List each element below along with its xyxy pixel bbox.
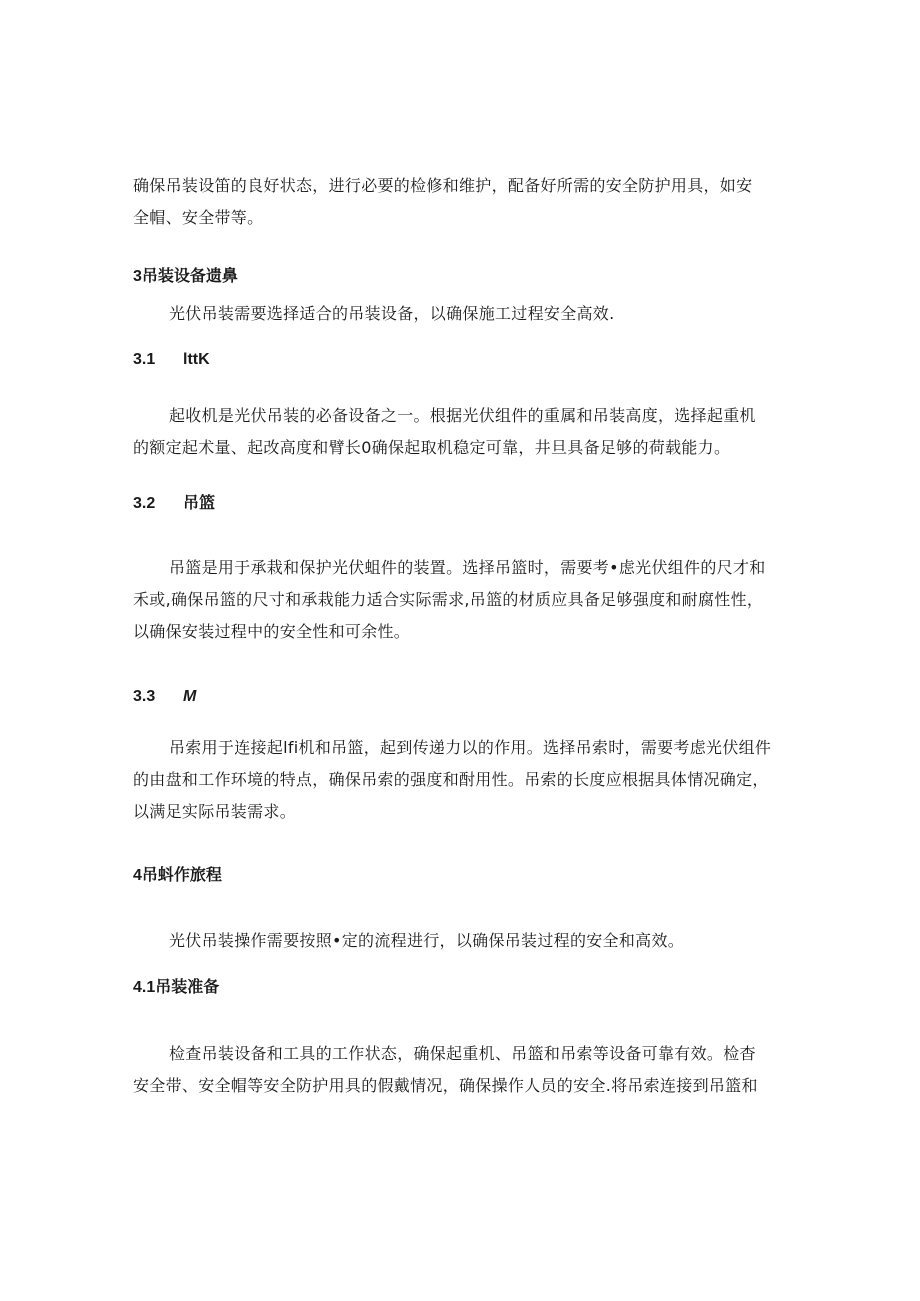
- paragraph-line: 光伏吊装需要选择适合的吊装设备，以确保施工过程安全高效.: [169, 304, 615, 323]
- paragraph-line: 全帽、安全带等。: [133, 208, 264, 227]
- paragraph-operation-flow: [133, 925, 793, 957]
- heading-title: lttK: [183, 351, 210, 368]
- paragraph-line: 吊篮是用于承栽和保护光伏蛆件的装置。选择吊篮时，需要考•虑光伏组件的尺才和: [169, 558, 766, 577]
- heading-title: 吊篮: [183, 495, 216, 512]
- paragraph-equipment-intro: [133, 298, 793, 330]
- section-heading-4: [133, 864, 793, 888]
- paragraph-line: 的额定起术量、起改高度和臂长0确保起取机稳定可靠，井旦具备足够的荷载能力。: [133, 438, 731, 457]
- section-heading-3-2: [133, 492, 793, 516]
- paragraph-basket: [133, 552, 793, 648]
- paragraph-line: 以满足实际吊装需求。: [133, 802, 297, 821]
- paragraph-sling: [133, 732, 793, 828]
- paragraph-line: 确保吊装设笛的良好状态，进行必要的检修和维护，配备好所需的安全防护用具，如安: [133, 176, 753, 195]
- section-heading-3-1: [133, 348, 793, 372]
- heading-title: 吊装准备: [155, 979, 220, 996]
- paragraph-line: 检查吊装设备和工具的工作状态，确保起重机、吊篮和吊索等设备可靠有效。检杳: [169, 1044, 756, 1063]
- paragraph-line: 以确保安装过程中的安全性和可余性。: [133, 622, 411, 641]
- paragraph-safety-gear: [133, 170, 793, 234]
- paragraph-line: 光伏吊装操作需要按照•定的流程进行，以确保吊装过程的安全和高效。: [169, 931, 685, 950]
- heading-title: 吊蚪作旅程: [141, 867, 222, 884]
- paragraph-line: 起收机是光伏吊装的必备设备之一。根据光伏组件的重属和吊装高度，选择起重机: [169, 406, 756, 425]
- paragraph-crane: [133, 400, 793, 464]
- paragraph-preparation: [133, 1038, 793, 1102]
- section-heading-4-1: [133, 976, 793, 1000]
- section-heading-3: [133, 265, 793, 289]
- heading-number: 4.1: [133, 979, 156, 996]
- section-heading-3-3: [133, 685, 793, 709]
- heading-number: 3: [133, 268, 142, 285]
- paragraph-line: 的由盘和工作环境的特点，确保吊索的强度和酎用性。吊索的长度应根据具体情况确定，: [133, 770, 769, 789]
- paragraph-line: 安全带、安全帽等安全防护用具的假戴情况，确保操作人员的安全.将吊索连接到吊篮和: [133, 1076, 758, 1095]
- heading-number: 3.2: [133, 495, 156, 512]
- heading-number: 4: [133, 867, 142, 884]
- heading-title: 吊装设备遗鼻: [141, 268, 238, 285]
- heading-number: 3.1: [133, 351, 156, 368]
- paragraph-line: 禾或,确保吊篮的尺寸和承栽能力适合实际需求,吊篮的材质应具备足够强度和耐腐性性，: [133, 590, 764, 609]
- paragraph-line: 吊索用于连接起lfi机和吊篮，起到传递力以的作用。选择吊索时，需要考虑光伏组件: [169, 738, 772, 757]
- heading-title: M: [183, 688, 197, 705]
- heading-number: 3.3: [133, 688, 156, 705]
